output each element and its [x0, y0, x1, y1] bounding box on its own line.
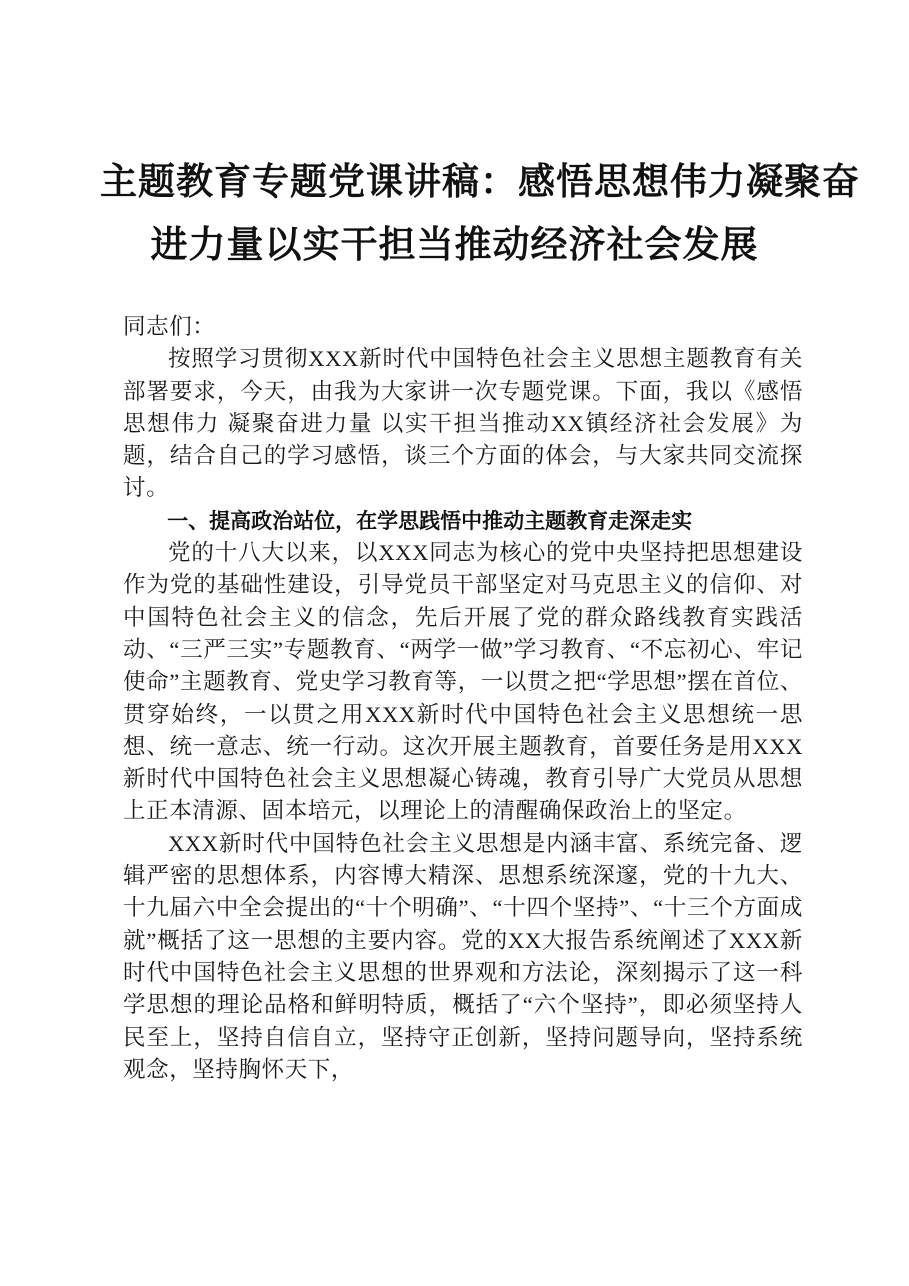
section-heading-1: 一、提高政治站位，在学思践悟中推动主题教育走深走实	[167, 508, 693, 533]
body-paragraph-1: 党的十八大以来，以XXX同志为核心的党中央坚持把思想建设作为党的基础性建设，引导党员干部坚定对马克思主义的信仰、对中国特色社会主义的信念，先后开展了党的群众路线教育实践活动、“三严三实”专题教育、“两学一做”学习教育、“不忘初心、牢记使命”主题教育、党史学习教育等，一以贯之把“学思想”摆在首位、贯穿始终，一以贯之用XXX新时代中国特色社会主义思想统一思想、统一意志、统一行动。这次开展主题教育，首要任务是用XXX新时代中国特色社会主义思想凝心铸魂，教育引导广大党员从思想上正本清源、固本培元，以理论上的清醒确保政治上的坚定。	[123, 540, 803, 824]
document-body	[123, 311, 803, 1086]
title-line-2: 进力量以实干担当推动经济社会发展	[150, 222, 759, 266]
title-line-1: 主题教育专题党课讲稿：感悟思想伟力凝聚奋	[100, 159, 860, 203]
document-title	[100, 150, 860, 276]
intro-paragraph: 按照学习贯彻XXX新时代中国特色社会主义思想主题教育有关部署要求，今天，由我为大家讲一次专题党课。下面，我以《感悟思想伟力 凝聚奋进力量 以实干担当推动XX镇经济社会发展》为题，结合自己的学习感悟，谈三个方面的体会，与大家共同交流探讨。	[123, 346, 803, 501]
salutation: 同志们：	[123, 314, 216, 339]
body-paragraph-2: XXX新时代中国特色社会主义思想是内涵丰富、系统完备、逻辑严密的思想体系，内容博大精深、思想系统深邃，党的十九大、十九届六中全会提出的“十个明确”、“十四个坚持”、“十三个方面成就”概括了这一思想的主要内容。党的XX大报告系统阐述了XXX新时代中国特色社会主义思想的世界观和方法论，深刻揭示了这一科学思想的理论品格和鲜明特质，概括了“六个坚持”，即必须坚持人民至上，坚持自信自立，坚持守正创新，坚持问题导向，坚持系统观念，坚持胸怀天下，	[123, 830, 803, 1082]
